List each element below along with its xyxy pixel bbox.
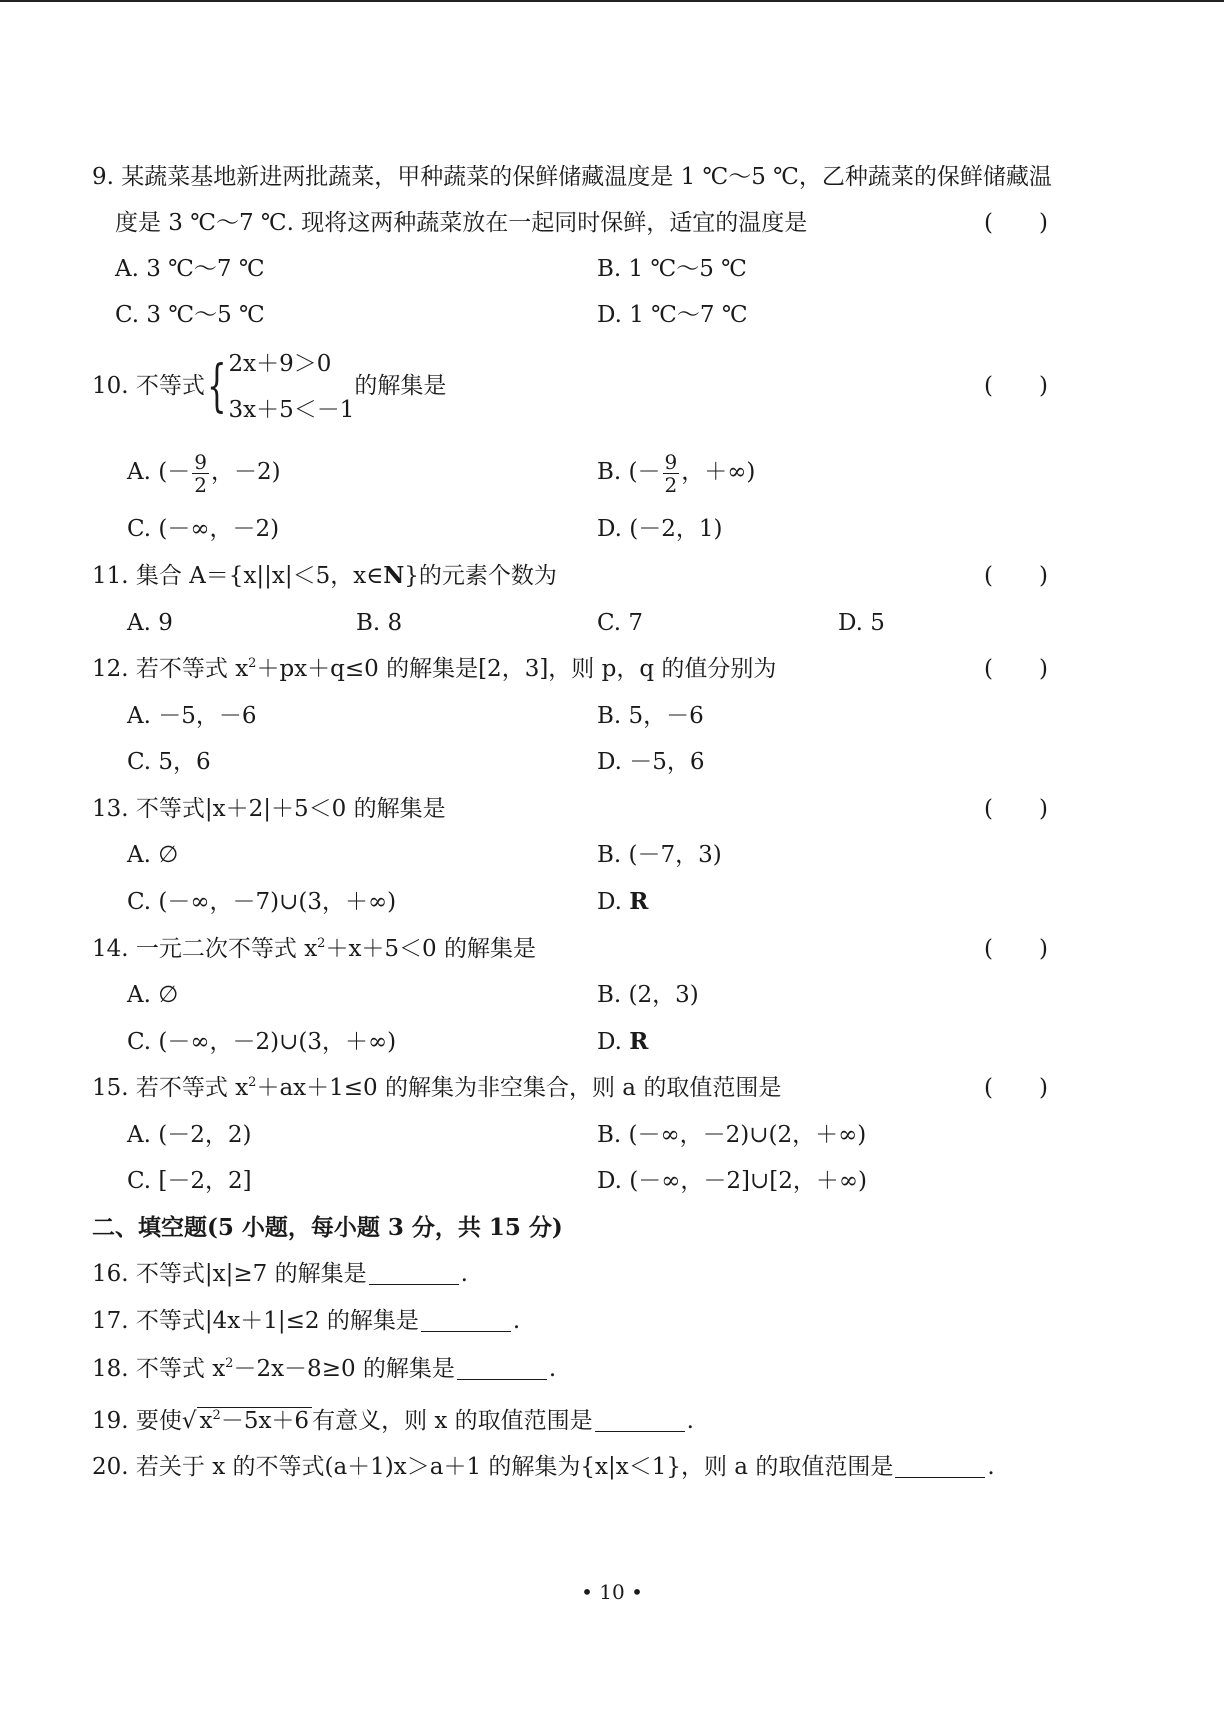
q14-options-row2 bbox=[127, 1019, 1087, 1065]
q15-answer-paren: ( ) bbox=[984, 1075, 1048, 1101]
q14-option-c: C. (－∞，－2)∪(3，＋∞) bbox=[127, 1029, 397, 1055]
q16-answer-blank[interactable] bbox=[369, 1260, 459, 1285]
q15-option-a: A. (－2，2) bbox=[127, 1122, 252, 1148]
top-rule bbox=[0, 0, 1224, 2]
q10-suffix: 的解集是 bbox=[354, 373, 447, 399]
q18-exponent: 2 bbox=[225, 1356, 234, 1371]
q13-stem-text: 13. 不等式|x＋2|＋5＜0 的解集是 bbox=[92, 796, 446, 822]
q13-option-c: C. (－∞，－7)∪(3，＋∞) bbox=[127, 889, 397, 915]
section2-heading bbox=[92, 1205, 1092, 1251]
q15-options-row1 bbox=[127, 1112, 1087, 1158]
q12-answer-paren: ( ) bbox=[984, 656, 1048, 682]
q14-answer-paren: ( ) bbox=[984, 936, 1048, 962]
q13-options-row2 bbox=[127, 879, 1087, 925]
q12-option-a: A. －5，－6 bbox=[127, 703, 257, 729]
q16-line bbox=[92, 1251, 1092, 1297]
q9-option-d: D. 1 ℃～7 ℃ bbox=[597, 302, 748, 328]
q12-option-c: C. 5，6 bbox=[127, 749, 211, 775]
q20-text: 20. 若关于 x 的不等式(a＋1)x＞a＋1 的解集为{x|x＜1}，则 a 的取值范围是 bbox=[92, 1454, 894, 1480]
q9-options-row1 bbox=[115, 246, 1087, 292]
q19-text-mid: 有意义，则 x 的取值范围是 bbox=[312, 1408, 593, 1434]
q15-options-row2 bbox=[127, 1158, 1087, 1204]
q14-exponent: 2 bbox=[317, 936, 326, 951]
q13-answer-paren: ( ) bbox=[984, 796, 1048, 822]
q9-stem-line1 bbox=[92, 154, 1092, 200]
q9-stem-text2: 度是 3 ℃～7 ℃. 现将这两种蔬菜放在一起同时保鲜，适宜的温度是 bbox=[115, 210, 808, 236]
q10-option-b: B. (－ $\frac{9}{2}$ ，＋∞) bbox=[597, 449, 756, 497]
q11-stem-post: }的元素个数为 bbox=[404, 563, 557, 589]
q12-option-b: B. 5，－6 bbox=[597, 703, 704, 729]
q11-option-d: D. 5 bbox=[838, 610, 885, 636]
q10-option-c: C. (－∞，－2) bbox=[127, 516, 280, 542]
q12-stem bbox=[92, 646, 1092, 692]
q12-stem-pre: 12. 若不等式 x bbox=[92, 656, 249, 682]
q17-text: 17. 不等式|4x＋1|≤2 的解集是 bbox=[92, 1308, 419, 1334]
q14-stem-post: ＋x＋5＜0 的解集是 bbox=[325, 936, 537, 962]
q17-line bbox=[92, 1298, 1092, 1344]
q15-stem-pre: 15. 若不等式 x bbox=[92, 1075, 249, 1101]
q18-text-pre: 18. 不等式 x bbox=[92, 1356, 226, 1382]
q9-option-c: C. 3 ℃～5 ℃ bbox=[115, 302, 265, 328]
q10-options-row1 bbox=[127, 444, 1087, 500]
q9-stem-line2 bbox=[115, 200, 1115, 246]
q13-stem bbox=[92, 786, 1092, 832]
q10-option-d: D. (－2，1) bbox=[597, 516, 723, 542]
q12-exponent: 2 bbox=[248, 656, 257, 671]
q11-option-a: A. 9 bbox=[127, 610, 173, 636]
q13-option-b: B. (－7，3) bbox=[597, 842, 722, 868]
q18-text-mid: －2x－8≥0 的解集是 bbox=[233, 1356, 455, 1382]
q14-stem-pre: 14. 一元二次不等式 x bbox=[92, 936, 318, 962]
q16-text: 16. 不等式|x|≥7 的解集是 bbox=[92, 1261, 367, 1287]
q19-radicand: $x^2-5x+6$ bbox=[197, 1407, 313, 1434]
q12-option-d: D. －5，6 bbox=[597, 749, 705, 775]
q15-exponent: 2 bbox=[248, 1075, 257, 1090]
q15-stem-post: ＋ax＋1≤0 的解集为非空集合，则 a 的取值范围是 bbox=[256, 1075, 782, 1101]
q19-answer-blank[interactable] bbox=[595, 1407, 685, 1432]
q12-options-row2 bbox=[127, 739, 1087, 785]
q11-stem-pre: 11. 集合 A＝{x||x|＜5，x∈ bbox=[92, 563, 384, 589]
q11-option-b: B. 8 bbox=[356, 610, 403, 636]
q19-line bbox=[92, 1398, 1092, 1444]
q9-answer-paren: ( ) bbox=[984, 210, 1048, 236]
q17-period: . bbox=[512, 1308, 521, 1334]
q14-stem bbox=[92, 926, 1092, 972]
q15-option-b: B. (－∞，－2)∪(2，＋∞) bbox=[597, 1122, 867, 1148]
q18-answer-blank[interactable] bbox=[457, 1355, 547, 1380]
q11-options-row bbox=[127, 600, 1087, 646]
q11-option-c: C. 7 bbox=[597, 610, 644, 636]
q19-text-pre: 19. 要使√ bbox=[92, 1408, 197, 1434]
q10-option-a: A. (－ $\frac{9}{2}$ ，－2) bbox=[127, 449, 281, 497]
q20-line bbox=[92, 1444, 1092, 1490]
q14-option-b: B. (2，3) bbox=[597, 982, 699, 1008]
q9-option-b: B. 1 ℃～5 ℃ bbox=[597, 256, 747, 282]
q11-stem bbox=[92, 553, 1092, 599]
q13-option-d: D. R bbox=[597, 888, 649, 915]
q10-answer-paren: ( ) bbox=[984, 373, 1048, 399]
q9-options-row2 bbox=[115, 292, 1087, 338]
section2-heading-text: 二、填空题(5 小题，每小题 3 分，共 15 分) bbox=[92, 1214, 563, 1241]
q16-period: . bbox=[460, 1261, 468, 1287]
q20-answer-blank[interactable] bbox=[895, 1453, 985, 1478]
q12-options-row1 bbox=[127, 693, 1087, 739]
q9-stem-text1: 9. 某蔬菜基地新进两批蔬菜，甲种蔬菜的保鲜储藏温度是 1 ℃～5 ℃，乙种蔬菜的保鲜储藏温 bbox=[92, 164, 1052, 190]
q13-option-a: A. ∅ bbox=[127, 842, 179, 868]
q9-option-a: A. 3 ℃～7 ℃ bbox=[115, 256, 265, 282]
q11-answer-paren: ( ) bbox=[984, 563, 1048, 589]
q10-options-row2 bbox=[127, 506, 1087, 552]
page-number: • 10 • bbox=[581, 1580, 643, 1604]
q10-system-line2: 3x＋5＜－1 bbox=[228, 397, 355, 423]
q18-period: . bbox=[548, 1356, 557, 1382]
q15-option-d: D. (－∞，－2]∪[2，＋∞) bbox=[597, 1168, 867, 1194]
q15-stem bbox=[92, 1065, 1092, 1111]
q19-period: . bbox=[686, 1408, 694, 1434]
q14-option-a: A. ∅ bbox=[127, 982, 179, 1008]
q10-stem bbox=[92, 340, 1092, 432]
q10-prefix: 10. 不等式 bbox=[92, 373, 205, 399]
q14-option-d: D. R bbox=[597, 1028, 649, 1055]
q14-options-row1 bbox=[127, 972, 1087, 1018]
q10-inequality-system: { 2x＋9＞0 3x＋5＜－1 bbox=[205, 341, 355, 433]
q20-period: . bbox=[987, 1454, 995, 1480]
q12-stem-post: ＋px＋q≤0 的解集是[2，3]，则 p，q 的值分别为 bbox=[256, 656, 777, 682]
q11-natural-numbers-symbol: N bbox=[383, 562, 405, 589]
q17-answer-blank[interactable] bbox=[421, 1307, 511, 1332]
q13-options-row1 bbox=[127, 832, 1087, 878]
q15-option-c: C. [－2，2] bbox=[127, 1168, 252, 1194]
q18-line bbox=[92, 1346, 1092, 1392]
q10-system-line1: 2x＋9＞0 bbox=[228, 351, 332, 377]
